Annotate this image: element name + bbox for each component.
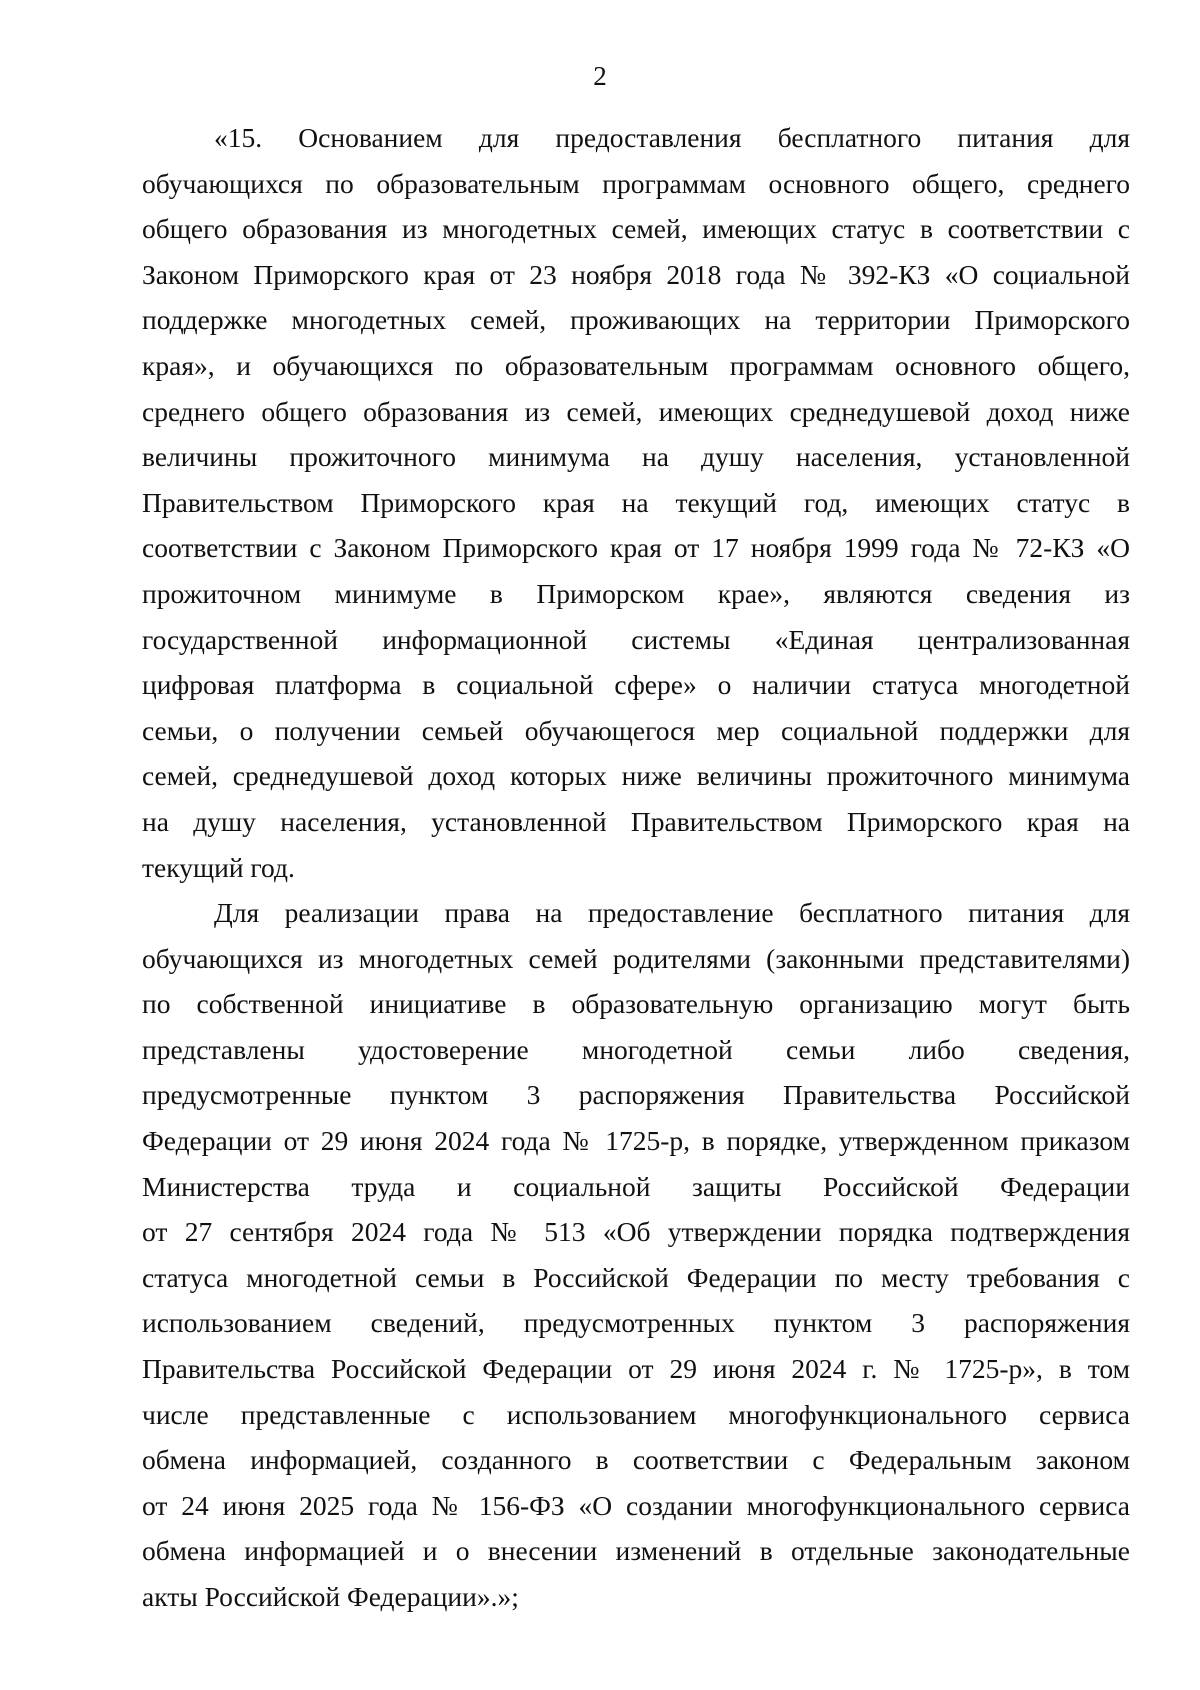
text-line: прожиточном минимуме в Приморском крае», являются сведения из: [142, 577, 1130, 609]
text-line: акты Российской Федерации».»;: [142, 1581, 519, 1612]
text-line: «15. Основанием для предоставления бесплатного питания для: [214, 122, 1130, 153]
document-body: [142, 115, 1130, 1620]
text-line: Законом Приморского края от 23 ноября 2018 года № 392-КЗ «О социальной: [142, 258, 1130, 290]
text-line: семей, среднедушевой доход которых ниже величины прожиточного минимума: [142, 760, 1130, 792]
text-line: числе представленные с использованием многофункционального сервиса: [142, 1398, 1130, 1430]
text-line: соответствии с Законом Приморского края от 17 ноября 1999 года № 72-КЗ «О: [142, 532, 1130, 564]
text-line: на душу населения, установленной Правительством Приморского края на: [142, 805, 1130, 837]
text-line: Для реализации права на предоставление бесплатного питания для: [214, 897, 1130, 929]
text-line: поддержке многодетных семей, проживающих на территории Приморского: [142, 304, 1130, 336]
text-line: семьи, о получении семьей обучающегося мер социальной поддержки для: [142, 714, 1130, 746]
text-line: по собственной инициативе в образовательную организацию могут быть: [142, 988, 1130, 1020]
text-line: от 27 сентября 2024 года № 513 «Об утверждении порядка подтверждения: [142, 1216, 1130, 1248]
text-line: общего образования из многодетных семей, имеющих статус в соответствии с: [142, 213, 1130, 245]
page-number: 2: [593, 61, 607, 91]
text-line: Правительства Российской Федерации от 29 июня 2024 г. № 1725-р», в том: [142, 1353, 1130, 1385]
text-line: края», и обучающихся по образовательным программам основного общего,: [142, 349, 1130, 381]
text-line: Министерства труда и социальной защиты Российской Федерации: [142, 1170, 1130, 1202]
text-line: Федерации от 29 июня 2024 года № 1725-р, в порядке, утвержденном приказом: [142, 1125, 1130, 1157]
text-line: использованием сведений, предусмотренных пунктом 3 распоряжения: [142, 1307, 1130, 1339]
text-line: Правительством Приморского края на текущий год, имеющих статус в: [142, 486, 1130, 518]
text-line: обмена информацией и о внесении изменений в отдельные законодательные: [142, 1535, 1130, 1567]
text-line: обучающихся по образовательным программам основного общего, среднего: [142, 167, 1130, 199]
text-line: обучающихся из многодетных семей родителями (законными представителями): [142, 942, 1130, 974]
text-line: цифровая платформа в социальной сфере» о наличии статуса многодетной: [142, 669, 1130, 701]
text-line: от 24 июня 2025 года № 156-ФЗ «О создании многофункционального сервиса: [142, 1489, 1130, 1521]
text-line: величины прожиточного минимума на душу населения, установленной: [142, 441, 1130, 473]
text-line: представлены удостоверение многодетной семьи либо сведения,: [142, 1033, 1130, 1065]
text-line: среднего общего образования из семей, имеющих среднедушевой доход ниже: [142, 395, 1130, 427]
text-line: статуса многодетной семьи в Российской Федерации по месту требования с: [142, 1261, 1130, 1293]
paragraph-implementation: [142, 890, 1130, 1620]
paragraph-item-15: [142, 115, 1130, 890]
text-line: текущий год.: [142, 851, 295, 883]
text-line: государственной информационной системы «Единая централизованная: [142, 623, 1130, 655]
text-line: предусмотренные пунктом 3 распоряжения Правительства Российской: [142, 1079, 1130, 1111]
text-line: обмена информацией, созданного в соответствии с Федеральным законом: [142, 1444, 1130, 1476]
